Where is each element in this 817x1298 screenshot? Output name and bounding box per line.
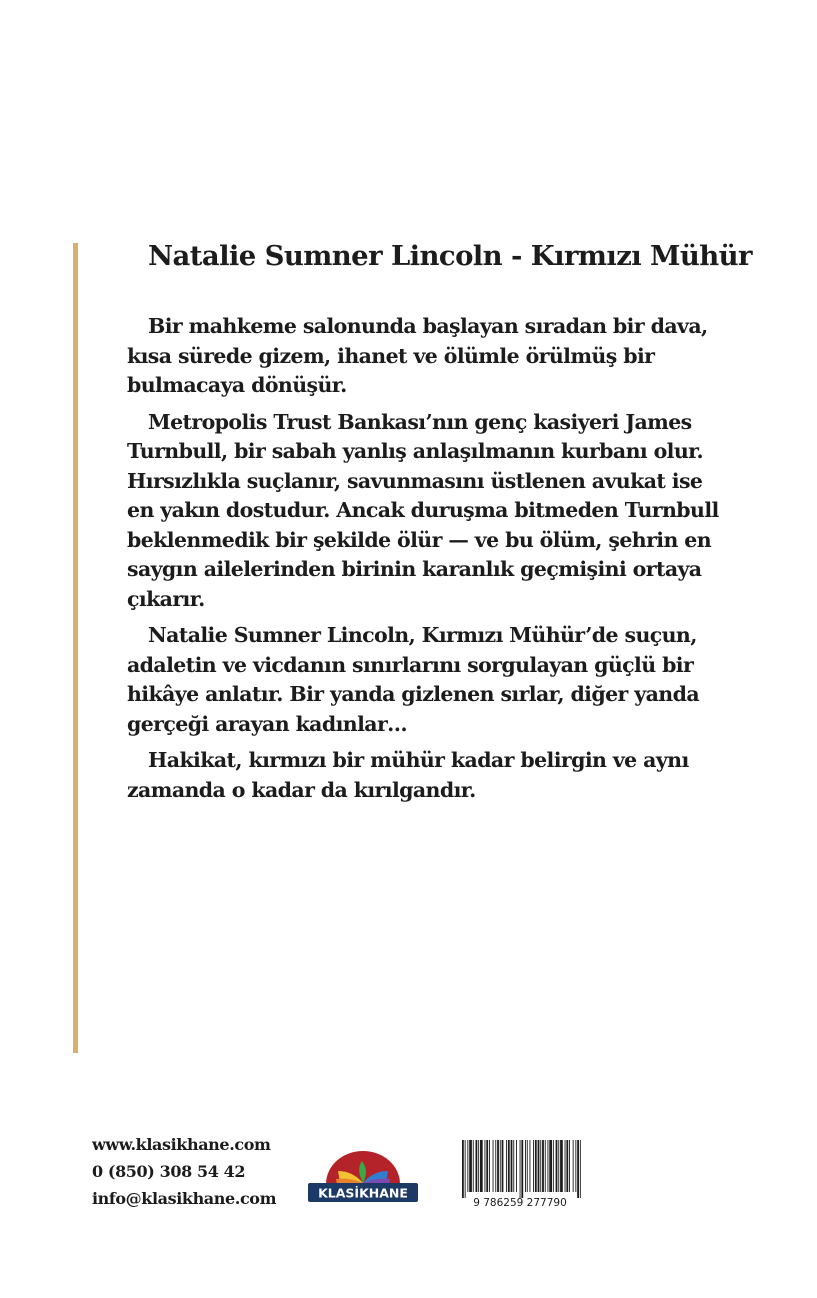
barcode-bar xyxy=(566,1140,568,1192)
blurb-paragraph-1: Bir mahkeme salonunda başlayan sıradan bir dava, kısa süredе gizem, ihanet ve ölümle örülmüş bir bulmacaya dönüşür. xyxy=(127,314,708,397)
barcode-bars xyxy=(462,1140,581,1198)
blurb-paragraph-3: Natalie Sumner Lincoln, Kırmızı Mühür’de suçun, adaletin ve vicdanın sınırlarını sorgulayan güçlü bir hikâye anlatır. Bir yanda gizlenen sırlar, diğer yanda gerçeği arayan kadınlar… xyxy=(127,623,700,736)
barcode-bar xyxy=(540,1140,541,1192)
barcode-bar xyxy=(569,1140,570,1192)
barcode-bar xyxy=(577,1140,579,1198)
barcode-bar xyxy=(486,1140,488,1192)
barcode-bar xyxy=(575,1140,576,1192)
barcode-bar xyxy=(521,1140,523,1198)
barcode-bar xyxy=(489,1140,490,1192)
barcode-bar xyxy=(533,1140,534,1192)
publisher-contact xyxy=(92,1131,276,1212)
barcode-bar xyxy=(558,1140,559,1192)
klasikhane-logo xyxy=(306,1151,420,1205)
barcode-bar xyxy=(556,1140,558,1192)
barcode-bar xyxy=(476,1140,478,1192)
barcode-bar xyxy=(530,1140,531,1192)
barcode-bar xyxy=(465,1140,466,1198)
barcode-bar xyxy=(508,1140,510,1192)
blurb-paragraph-4: Hakikat, kırmızı bir mühür kadar belirgin ve aynı zamanda o kadar da kırılgandır. xyxy=(127,748,689,802)
publisher-email[interactable]: info@klasikhane.com xyxy=(92,1189,277,1208)
barcode-bar xyxy=(511,1140,513,1192)
barcode-bar xyxy=(553,1140,554,1192)
barcode-bar xyxy=(473,1140,474,1192)
blurb xyxy=(127,312,727,812)
barcode-bar xyxy=(493,1140,494,1192)
barcode-bar xyxy=(497,1140,499,1192)
publisher-website[interactable]: www.klasikhane.com xyxy=(92,1135,271,1154)
barcode-bar xyxy=(495,1140,496,1192)
blurb-paragraph-2: Metropolis Trust Bankası’nın genç kasiyeri James Turnbull, bir sabah yanlış anlaşılmanın kurbanı olur. Hırsızlıkla suçlanır, savunmasını üstlenen avukat ise en yakın dostudur. Ancak duruşma bitmeden Turnbull beklenmedik bir şekilde ölür — ve bu ölüm, şehrin en saygın ailelerinden birinin karanlık geçmişini ortaya çıkarır. xyxy=(127,409,719,611)
barcode-bar xyxy=(513,1140,514,1192)
barcode-bar xyxy=(527,1140,528,1192)
barcode-bar xyxy=(565,1140,566,1192)
book-title: Natalie Sumner Lincoln - Kırmızı Mühür xyxy=(148,240,752,272)
barcode-bar xyxy=(506,1140,507,1192)
publisher-phone: 0 (850) 308 54 42 xyxy=(92,1162,246,1181)
barcode-bar xyxy=(502,1140,504,1192)
barcode-bar xyxy=(538,1140,540,1192)
barcode-digits: 9 786259 277790 xyxy=(473,1197,567,1208)
barcode-bar xyxy=(549,1140,552,1192)
barcode-bar xyxy=(478,1140,479,1192)
barcode-bar xyxy=(580,1140,581,1198)
barcode-bar xyxy=(535,1140,537,1192)
barcode-bar xyxy=(545,1140,546,1192)
barcode-bar xyxy=(467,1140,468,1192)
barcode-bar xyxy=(573,1140,574,1192)
barcode-bar xyxy=(462,1140,464,1198)
logo-text: KLASİKHANE xyxy=(318,1185,408,1201)
barcode-bar xyxy=(480,1140,483,1192)
barcode-bar xyxy=(525,1140,526,1192)
isbn-barcode xyxy=(452,1138,588,1208)
barcode-bar xyxy=(560,1140,563,1192)
barcode-bar xyxy=(548,1140,549,1192)
accent-vertical-rule xyxy=(73,243,78,1053)
barcode-bar xyxy=(485,1140,486,1192)
barcode-bar xyxy=(542,1140,544,1192)
barcode-bar xyxy=(469,1140,472,1192)
barcode-bar xyxy=(520,1140,521,1198)
barcode-bar xyxy=(500,1140,501,1192)
barcode-bar xyxy=(516,1140,517,1192)
